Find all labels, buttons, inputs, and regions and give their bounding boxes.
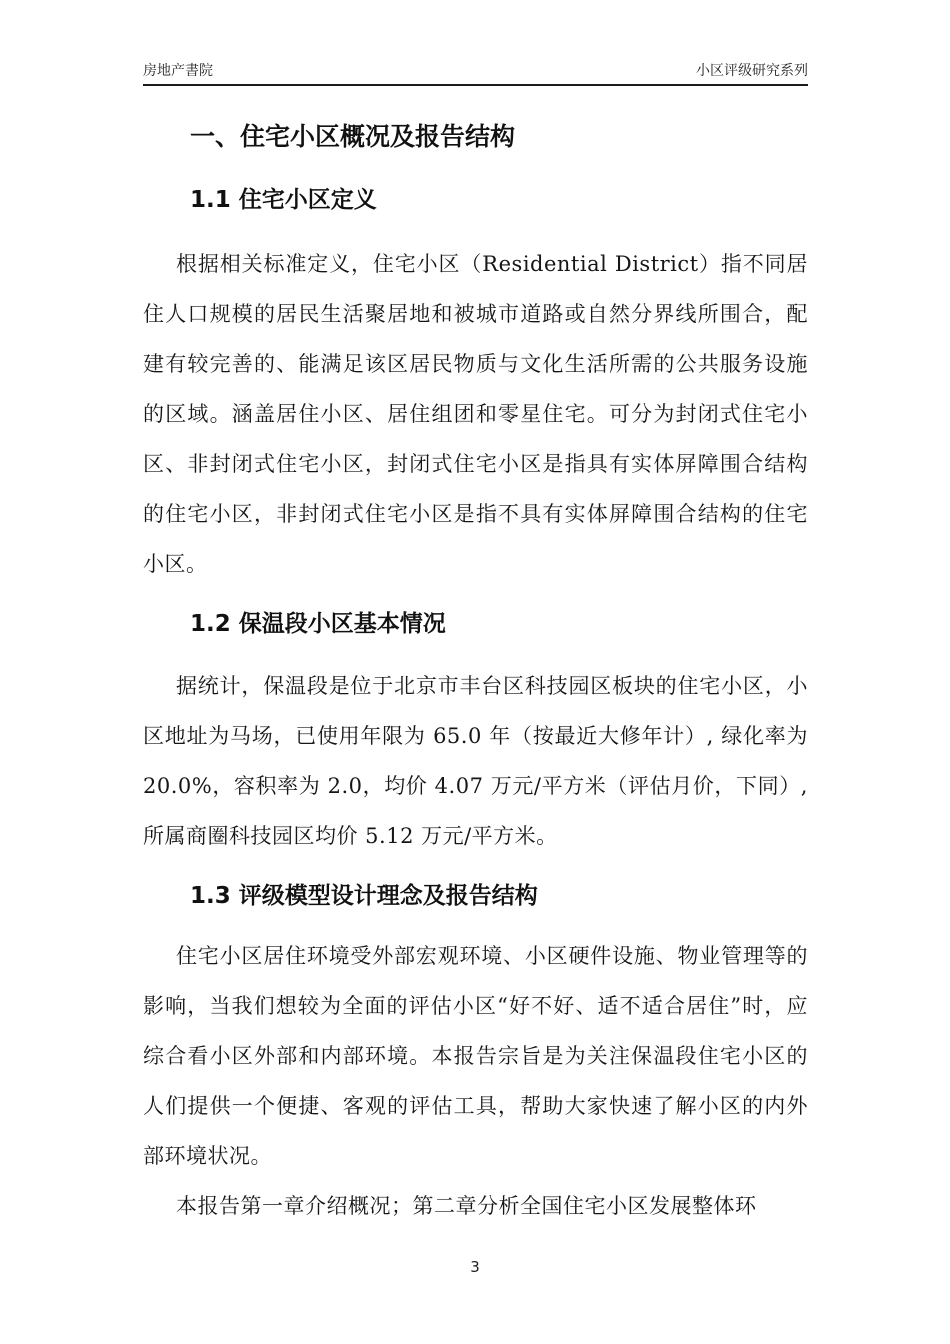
paragraph: 住宅小区居住环境受外部宏观环境、小区硬件设施、物业管理等的影响，当我们想较为全面的评估小区“好不好、适不适合居住”时，应综合看小区外部和内部环境。本报告宗旨是为关注保温段住宅小区的人们提供一个便捷、客观的评估工具，帮助大家快速了解小区的内外部环境状况。 bbox=[143, 944, 808, 1168]
page-footer bbox=[0, 1258, 950, 1276]
header-right-text: 小区评级研究系列 bbox=[696, 63, 808, 79]
document-body bbox=[143, 90, 808, 1231]
page-number: 3 bbox=[470, 1258, 480, 1276]
section-heading-1-2: 1.2 保温段小区基本情况 bbox=[190, 611, 446, 637]
section-1-3 bbox=[143, 882, 808, 1231]
paragraph: 根据相关标准定义，住宅小区（Residential District）指不同居住人口规模的居民生活聚居地和被城市道路或自然分界线所围合，配建有较完善的、能满足该区居民物质与文化生活所需的公共服务设施的区域。涵盖居住小区、居住组团和零星住宅。可分为封闭式住宅小区、非封闭式住宅小区，封闭式住宅小区是指具有实体屏障围合结构的住宅小区，非封闭式住宅小区是指不具有实体屏障围合结构的住宅小区。 bbox=[143, 252, 808, 576]
paragraph: 本报告第一章介绍概况；第二章分析全国住宅小区发展整体环 bbox=[176, 1194, 757, 1218]
section-1-1 bbox=[143, 186, 808, 589]
chapter-title: 一、住宅小区概况及报告结构 bbox=[190, 122, 516, 151]
header-left-text: 房地产書院 bbox=[143, 63, 213, 79]
section-heading-1-1: 1.1 住宅小区定义 bbox=[190, 187, 377, 213]
section-1-2 bbox=[143, 610, 808, 861]
page-header bbox=[143, 58, 808, 86]
paragraph: 据统计，保温段是位于北京市丰台区科技园区板块的住宅小区，小区地址为马场，已使用年限为 65.0 年（按最近大修年计）, 绿化率为 20.0%，容积率为 2.0，均价 4.07 万元/平方米（评估月价，下同）, 所属商圈科技园区均价 5.12 万元/平方米。 bbox=[143, 674, 808, 848]
section-heading-1-3: 1.3 评级模型设计理念及报告结构 bbox=[190, 883, 538, 909]
